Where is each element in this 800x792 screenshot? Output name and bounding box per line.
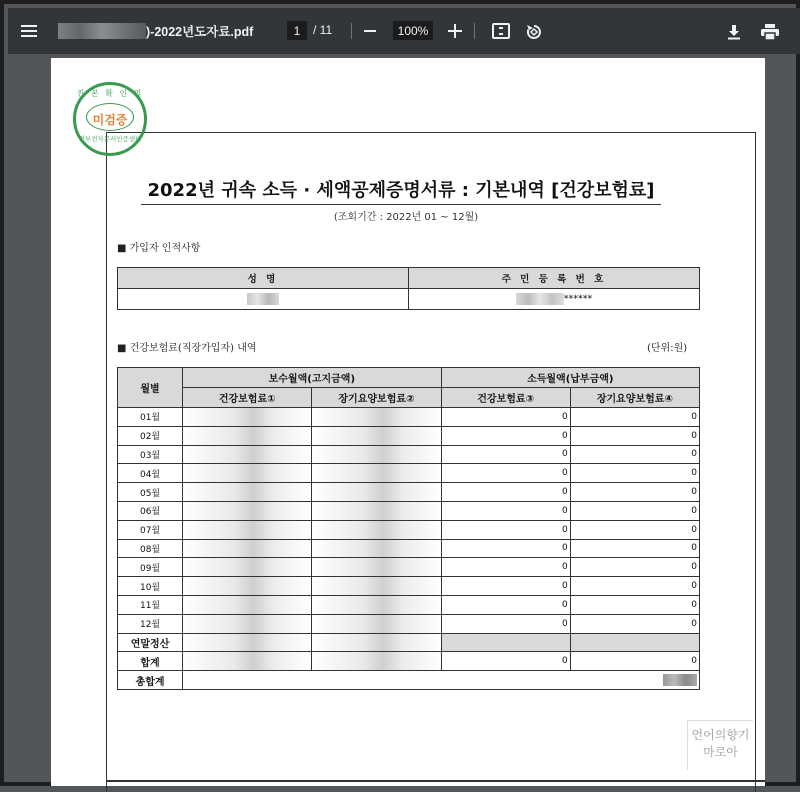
redacted-name: [247, 293, 279, 305]
month-cell: 12월: [118, 614, 183, 633]
watermark-line-1: 언어의향기: [691, 728, 750, 742]
col3-value: 0: [441, 501, 570, 520]
subscriber-section-label: ■ 가입자 인적사항: [117, 243, 201, 254]
redacted-value: [183, 615, 311, 633]
redacted-cell: [312, 595, 441, 614]
month-cell: 02월: [118, 426, 183, 445]
redacted-value: [183, 558, 311, 576]
redacted-value: [312, 615, 440, 633]
query-period: (조회기간 : 2022년 01 ~ 12월): [333, 212, 479, 223]
redacted-cell: [183, 408, 312, 427]
redacted-cell: [183, 445, 312, 464]
redacted-value: [312, 558, 440, 576]
redacted-cell: [183, 539, 312, 558]
redacted-cell: [312, 483, 441, 502]
premium-section-label: ■ 건강보험료(직장가입자) 내역: [117, 343, 257, 354]
redacted-value: [183, 446, 311, 464]
table-row: [118, 595, 700, 614]
redacted-value: [183, 464, 311, 482]
stamp-middle-text: 미검증: [92, 113, 128, 127]
month-cell: 08월: [118, 539, 183, 558]
redacted-cell: [312, 426, 441, 445]
redacted-filename: [58, 23, 146, 39]
col3-value: 0: [441, 577, 570, 596]
watermark-line-2: 마로아: [703, 745, 738, 759]
redacted-value: [312, 464, 440, 482]
col3-header: 건강보험료③: [441, 388, 570, 408]
empty-cell: [441, 633, 570, 652]
redacted-value: [183, 427, 311, 445]
redacted-value: [312, 540, 440, 558]
table-row: [118, 445, 700, 464]
redacted-value: [312, 483, 440, 501]
download-icon[interactable]: [724, 22, 744, 42]
rrn-header: 주 민 등 록 번 호: [409, 268, 700, 289]
col4-value: 0: [570, 445, 699, 464]
col3-value: 0: [441, 445, 570, 464]
col3-value: 0: [441, 614, 570, 633]
redacted-cell: [183, 652, 312, 671]
redacted-cell: [183, 426, 312, 445]
table-row: [118, 577, 700, 596]
redacted-value: [312, 446, 440, 464]
redacted-value: [312, 502, 440, 520]
redacted-rrn: [516, 293, 564, 305]
table-row: [118, 464, 700, 483]
zoom-in-button[interactable]: [448, 24, 462, 38]
col4-value: 0: [570, 426, 699, 445]
unit-label: (단위:원): [647, 343, 688, 354]
redacted-cell: [312, 408, 441, 427]
redacted-cell: [183, 501, 312, 520]
table-row: [118, 408, 700, 427]
col3-value: 0: [441, 520, 570, 539]
redacted-value: [183, 502, 311, 520]
stamp-top-text: 진 본 확 인 필: [76, 89, 144, 98]
page-bottom-rule: [106, 780, 765, 782]
rrn-suffix: ******: [563, 293, 593, 305]
zoom-level-input[interactable]: 100%: [393, 21, 433, 40]
redacted-value: [183, 540, 311, 558]
redacted-cell: [183, 464, 312, 483]
col4-value: 0: [570, 408, 699, 427]
month-cell: 11월: [118, 595, 183, 614]
table-row: [118, 539, 700, 558]
month-cell: 04월: [118, 464, 183, 483]
watermark: [687, 720, 753, 770]
name-header: 성 명: [118, 268, 409, 289]
name-cell: [118, 289, 409, 310]
redacted-cell: [312, 539, 441, 558]
redacted-cell: [312, 633, 441, 652]
month-cell: 03월: [118, 445, 183, 464]
rrn-cell: [409, 289, 700, 310]
grand-total-label: 총합계: [118, 671, 183, 690]
sum-label: 합계: [118, 652, 183, 671]
col1-header: 건강보험료①: [183, 388, 312, 408]
fit-to-page-icon[interactable]: [492, 23, 510, 39]
zoom-out-button[interactable]: [364, 30, 376, 32]
month-cell: 06월: [118, 501, 183, 520]
col4-value: 0: [570, 464, 699, 483]
col4-value: 0: [570, 595, 699, 614]
month-cell: 09월: [118, 558, 183, 577]
redacted-cell: [183, 483, 312, 502]
month-cell: 07월: [118, 520, 183, 539]
redacted-cell: [183, 614, 312, 633]
redacted-value: [312, 427, 440, 445]
col3-value: 0: [441, 539, 570, 558]
month-header: 월별: [118, 368, 183, 408]
redacted-cell: [312, 558, 441, 577]
pdf-page: [51, 58, 765, 786]
table-row: [118, 520, 700, 539]
col3-value: 0: [441, 558, 570, 577]
redacted-value: [312, 408, 440, 426]
col4-value: 0: [570, 483, 699, 502]
redacted-value: [183, 577, 311, 595]
redacted-cell: [312, 464, 441, 483]
sum-col3: 0: [441, 652, 570, 671]
pdf-toolbar: [8, 8, 800, 54]
income-group-header: 소득월액(납부금액): [441, 368, 699, 388]
redacted-value: [312, 521, 440, 539]
table-row: [118, 558, 700, 577]
redacted-cell: [183, 520, 312, 539]
month-cell: 05월: [118, 483, 183, 502]
empty-cell: [570, 633, 699, 652]
rotate-icon[interactable]: [524, 22, 544, 42]
col3-value: 0: [441, 464, 570, 483]
redacted-cell: [312, 520, 441, 539]
col3-value: 0: [441, 408, 570, 427]
month-cell: 10월: [118, 577, 183, 596]
redacted-cell: [312, 445, 441, 464]
col4-value: 0: [570, 539, 699, 558]
col2-header: 장기요양보험료②: [312, 388, 441, 408]
redacted-cell: [183, 577, 312, 596]
salary-group-header: 보수월액(고지금액): [183, 368, 441, 388]
stamp-bottom-text: 정부전자문서인증센터: [78, 135, 142, 143]
table-row: [118, 614, 700, 633]
redacted-value: [183, 408, 311, 426]
print-icon[interactable]: [760, 22, 780, 42]
col4-value: 0: [570, 501, 699, 520]
redacted-value: [183, 652, 311, 670]
subscriber-table: [117, 267, 700, 310]
page-total: / 11: [313, 23, 333, 37]
premium-table: [117, 367, 700, 690]
table-row: [118, 426, 700, 445]
col4-value: 0: [570, 520, 699, 539]
col4-value: 0: [570, 558, 699, 577]
redacted-value: [183, 483, 311, 501]
table-row: [118, 501, 700, 520]
col3-value: 0: [441, 595, 570, 614]
redacted-total: [663, 674, 697, 686]
redacted-cell: [312, 501, 441, 520]
grand-total-value: [183, 671, 700, 690]
year-end-label: 연말정산: [118, 633, 183, 652]
month-cell: 01월: [118, 408, 183, 427]
redacted-cell: [312, 614, 441, 633]
table-row: [118, 483, 700, 502]
divider: [474, 23, 475, 39]
redacted-cell: [312, 577, 441, 596]
page-title: 2022년 귀속 소득 · 세액공제증명서류 : 기본내역 [건강보험료]: [147, 180, 655, 201]
redacted-value: [312, 634, 440, 652]
redacted-cell: [183, 558, 312, 577]
title-underline: [141, 204, 661, 205]
redacted-value: [312, 577, 440, 595]
page-number-input[interactable]: 1: [287, 21, 307, 40]
sum-col4: 0: [570, 652, 699, 671]
document-title: )-2022년도자료.pdf: [146, 25, 254, 39]
col3-value: 0: [441, 483, 570, 502]
redacted-value: [183, 596, 311, 614]
redacted-cell: [183, 633, 312, 652]
divider: [351, 23, 352, 39]
redacted-cell: [312, 652, 441, 671]
redacted-value: [183, 521, 311, 539]
col4-value: 0: [570, 577, 699, 596]
redacted-value: [312, 652, 440, 670]
menu-icon[interactable]: [18, 20, 40, 42]
redacted-cell: [183, 595, 312, 614]
redacted-value: [183, 634, 311, 652]
col3-value: 0: [441, 426, 570, 445]
verification-stamp: [73, 82, 147, 156]
col4-value: 0: [570, 614, 699, 633]
redacted-value: [312, 596, 440, 614]
col4-header: 장기요양보험료④: [570, 388, 699, 408]
